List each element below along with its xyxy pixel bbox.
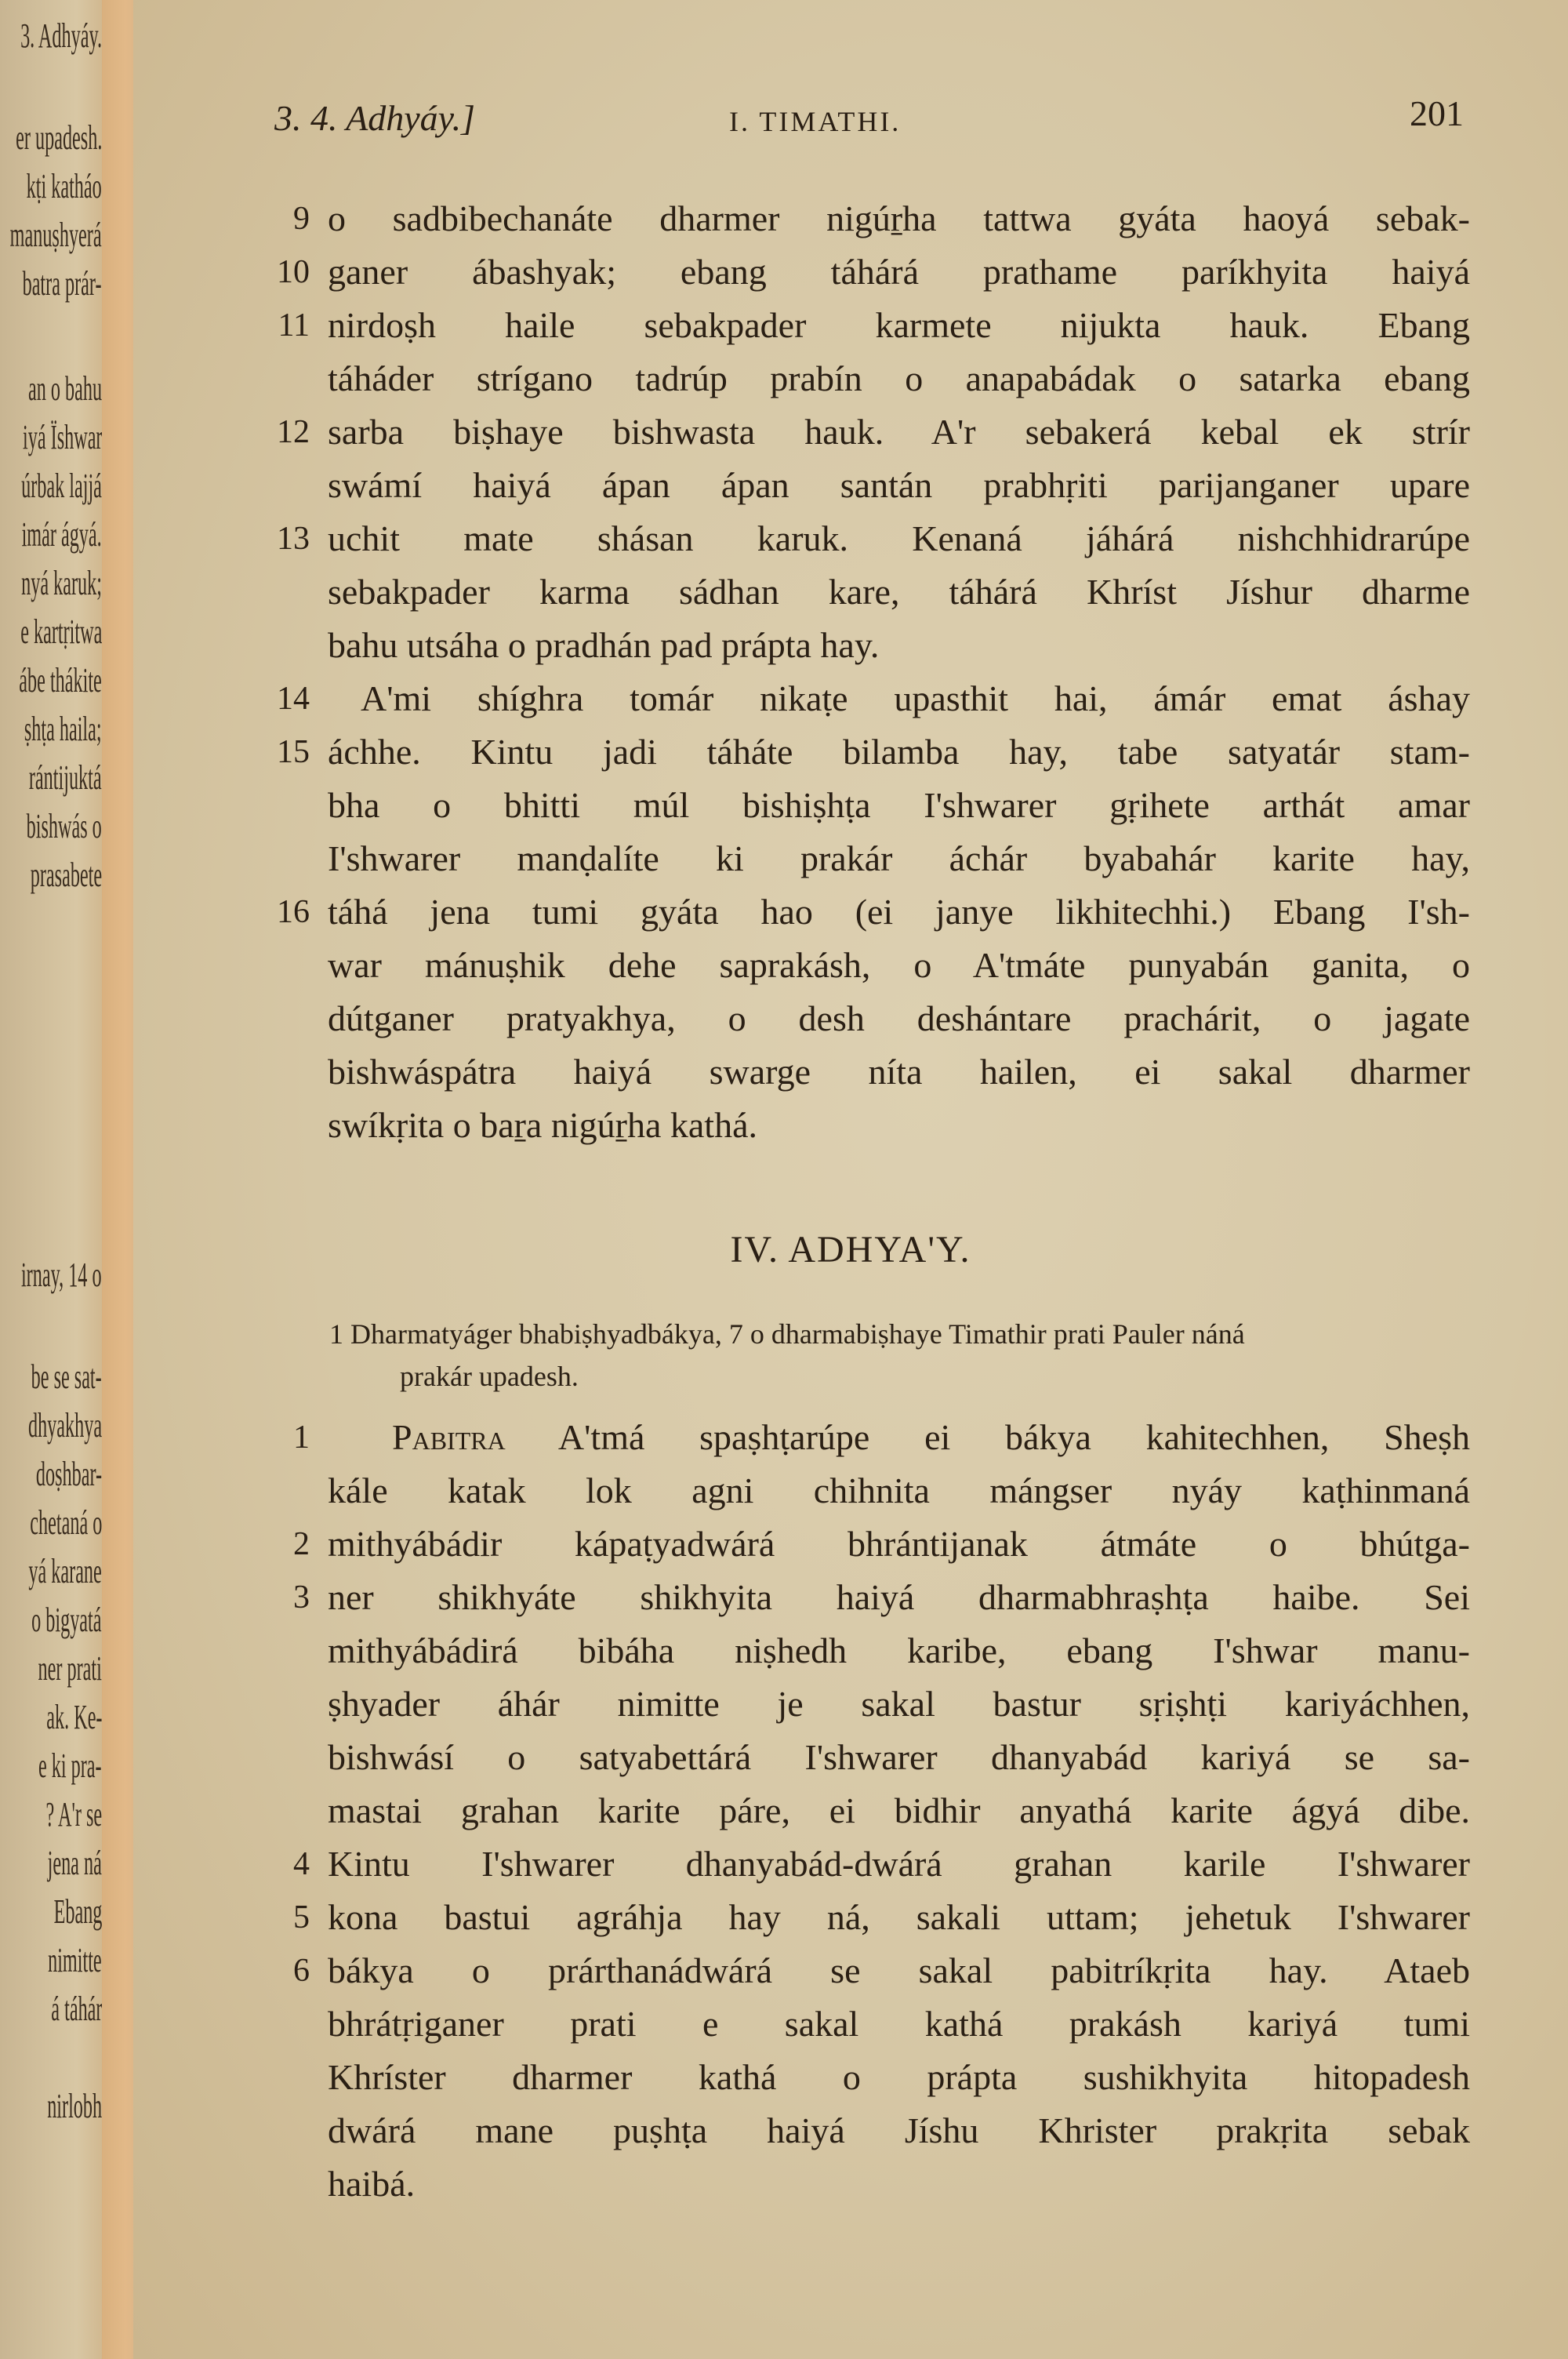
- facing-page-fragment: ábe thákite: [19, 661, 102, 700]
- text-line: o sadbibechanáte dharmer nigúṟha tattwa gyáta haoyá sebak-: [328, 198, 1470, 238]
- text-line: swámí haiyá ápan ápan santán prabhṛiti parijanganer upare: [328, 465, 1470, 505]
- verse-number: 16: [277, 894, 310, 930]
- text-line: sarba biṣhaye bishwasta hauk. A'r sebakerá kebal ek strír: [328, 412, 1470, 452]
- text-line: táháder strígano tadrúp prabín o anapabádak o satarka ebang: [328, 358, 1470, 398]
- facing-page-fragment: á táhár: [50, 1990, 102, 2028]
- facing-page-fragment: ? A'r se: [45, 1795, 102, 1834]
- text-line: [392, 1416, 1470, 1458]
- text-line: mithyábádir kápaṭyadwárá bhrántijanak átmáte o bhútga-: [328, 1524, 1470, 1564]
- page-number: 201: [1410, 93, 1464, 133]
- text-line: dwárá mane puṣhṭa haiyá Jíshu Khrister prakṛita sebak: [328, 2110, 1470, 2150]
- facing-page-fragment: imár ágyá.: [21, 515, 102, 554]
- facing-page-fragment: o bigyatá: [31, 1601, 102, 1639]
- text-line: haibá.: [328, 2164, 416, 2204]
- facing-page-fragment: dhyakhya: [27, 1406, 102, 1445]
- facing-page-fragment: iyá Ïshwar: [22, 418, 102, 456]
- text-line: bishwáspátra haiyá swarge níta hailen, ei sakal dharmer: [328, 1052, 1470, 1092]
- text-line: nirdoṣh haile sebakpader karmete nijukta hauk. Ebang: [328, 305, 1470, 345]
- facing-page-fragment: nirlobh: [47, 2087, 102, 2125]
- text-line: Kintu I'shwarer dhanyabád-dwárá grahan karile I'shwarer: [328, 1844, 1470, 1884]
- facing-page-fragment: rántijuktá: [29, 758, 102, 797]
- page: [133, 0, 1568, 2359]
- verse-number: 10: [277, 254, 310, 290]
- facing-page-fragment: irnay, 14 o: [21, 1256, 102, 1294]
- text-line: bahu utsáha o pradhán pad prápta hay.: [328, 625, 880, 665]
- facing-page-fragment: doṣhbar-: [35, 1455, 102, 1493]
- facing-page-fragment: e ki pra-: [38, 1747, 102, 1785]
- verse-number: 12: [277, 414, 310, 450]
- facing-page-fragment: 3. Adhyáy.: [20, 16, 102, 55]
- text-line: bishwásí o satyabettárá I'shwarer dhanyabád kariyá se sa-: [328, 1737, 1470, 1777]
- running-title: I. TIMATHI.: [729, 106, 902, 137]
- facing-page-fragment: manuṣhyerá: [10, 216, 102, 254]
- text-line-content: A'tmá spaṣhṭarúpe ei bákya kahitechhen, Sheṣh: [505, 1417, 1470, 1457]
- facing-page-fragment: ṣhṭa haila;: [24, 710, 102, 748]
- verse-number: 1: [293, 1419, 310, 1456]
- text-line: Khríster dharmer kathá o prápta sushikhyita hitopadesh: [328, 2057, 1470, 2097]
- facing-page-fragment: nyá karuk;: [21, 564, 102, 602]
- text-line: táhá jena tumi gyáta hao (ei janye likhitechhi.) Ebang I'sh-: [328, 892, 1470, 932]
- chapter-summary-line-2: prakár upadesh.: [400, 1361, 579, 1392]
- facing-page-fragment: bishwás o: [26, 807, 102, 845]
- text-line: bhrátṛiganer prati e sakal kathá prakásh kariyá tumi: [328, 2004, 1470, 2044]
- chapter-summary-line-1: 1 Dharmatyáger bhabiṣhyadbákya, 7 o dharmabiṣhaye Timathir prati Pauler náná: [329, 1318, 1245, 1350]
- text-line: ṣhyader áhár nimitte je sakal bastur sṛiṣhṭi kariyáchhen,: [328, 1684, 1470, 1724]
- text-line: A'mi shíghra tomár nikaṭe upasthit hai, ámár emat áshay: [361, 678, 1470, 718]
- text-line: uchit mate shásan karuk. Kenaná jáhárá nishchhidrarúpe: [328, 518, 1470, 558]
- chapter-heading: IV. ADHYA'Y.: [730, 1229, 971, 1270]
- text-line: kále katak lok agni chihnita mángser nyáy kaṭhinmaná: [328, 1470, 1470, 1510]
- text-line: ner shikhyáte shikhyita haiyá dharmabhraṣhṭa haibe. Sei: [328, 1577, 1470, 1617]
- verse-number: 3: [293, 1579, 310, 1616]
- facing-page-fragment: kṭi katháo: [26, 167, 102, 205]
- facing-page-fragment: ak. Ke-: [45, 1698, 102, 1736]
- facing-page-fragment: e kartṛitwa: [20, 612, 102, 651]
- facing-page-fragment: jena ná: [47, 1844, 102, 1882]
- facing-page-fragment: er upadesh.: [15, 118, 102, 157]
- facing-page-fragment: be se sat-: [31, 1358, 102, 1396]
- text-line: I'shwarer manḍalíte ki prakár áchár byabahár karite hay,: [328, 838, 1470, 878]
- verse-number: 15: [277, 734, 310, 770]
- text-line: áchhe. Kintu jadi táháte bilamba hay, tabe satyatár stam-: [328, 732, 1470, 772]
- text-line: swíkṛita o baṟa nigúṟha kathá.: [328, 1105, 757, 1145]
- text-line: mithyábádirá bibáha niṣhedh karibe, ebang I'shwar manu-: [328, 1630, 1470, 1670]
- verse-number: 14: [277, 681, 310, 717]
- facing-page-fragment: yá karane: [28, 1552, 102, 1590]
- running-head-left: [274, 97, 475, 139]
- facing-page-fragment: batra prár-: [23, 264, 102, 303]
- facing-page-fragment: an o bahu: [27, 369, 102, 408]
- verse-number: 6: [293, 1953, 310, 1989]
- text-line: kona bastui agráhja hay ná, sakali uttam; jehetuk I'shwarer: [328, 1897, 1470, 1937]
- verse-number: 13: [277, 521, 310, 557]
- verse-number: 4: [293, 1846, 310, 1882]
- verse-number: 2: [293, 1526, 310, 1562]
- opening-word: Pabitra: [392, 1417, 506, 1457]
- facing-page-fragment: nimitte: [48, 1941, 102, 1979]
- verse-number: 11: [278, 307, 310, 343]
- facing-page-edge: [0, 0, 110, 2359]
- facing-page-fragment: prasabete: [30, 856, 102, 894]
- text-line: mastai grahan karite páre, ei bidhir anyathá karite ágyá dibe.: [328, 1790, 1470, 1830]
- text-line: bha o bhitti múl bishiṣhṭa I'shwarer gṛihete arthát amar: [328, 785, 1470, 825]
- text-line: sebakpader karma sádhan kare, táhárá Khríst Jíshur dharme: [328, 572, 1470, 612]
- facing-page-fragment: Ebang: [53, 1892, 102, 1931]
- facing-page-fragment: chetaná o: [29, 1503, 102, 1542]
- facing-page-fragment: ner prati: [38, 1649, 102, 1688]
- text-line: war mánuṣhik dehe saprakásh, o A'tmáte punyabán ganita, o: [328, 945, 1470, 985]
- text-line: ganer ábashyak; ebang táhárá prathame paríkhyita haiyá: [328, 252, 1470, 292]
- verse-number: 5: [293, 1899, 310, 1936]
- text-line: dútganer pratyakhya, o desh deshántare prachárit, o jagate: [328, 998, 1470, 1038]
- verse-number: 9: [293, 201, 310, 237]
- facing-page-fragment: úrbak lajjá: [21, 467, 102, 505]
- running-head-left-text: 3. 4. Adhyáy.]: [274, 98, 475, 138]
- text-line: bákya o prárthanádwárá se sakal pabitríkṛita hay. Ataeb: [328, 1950, 1470, 1990]
